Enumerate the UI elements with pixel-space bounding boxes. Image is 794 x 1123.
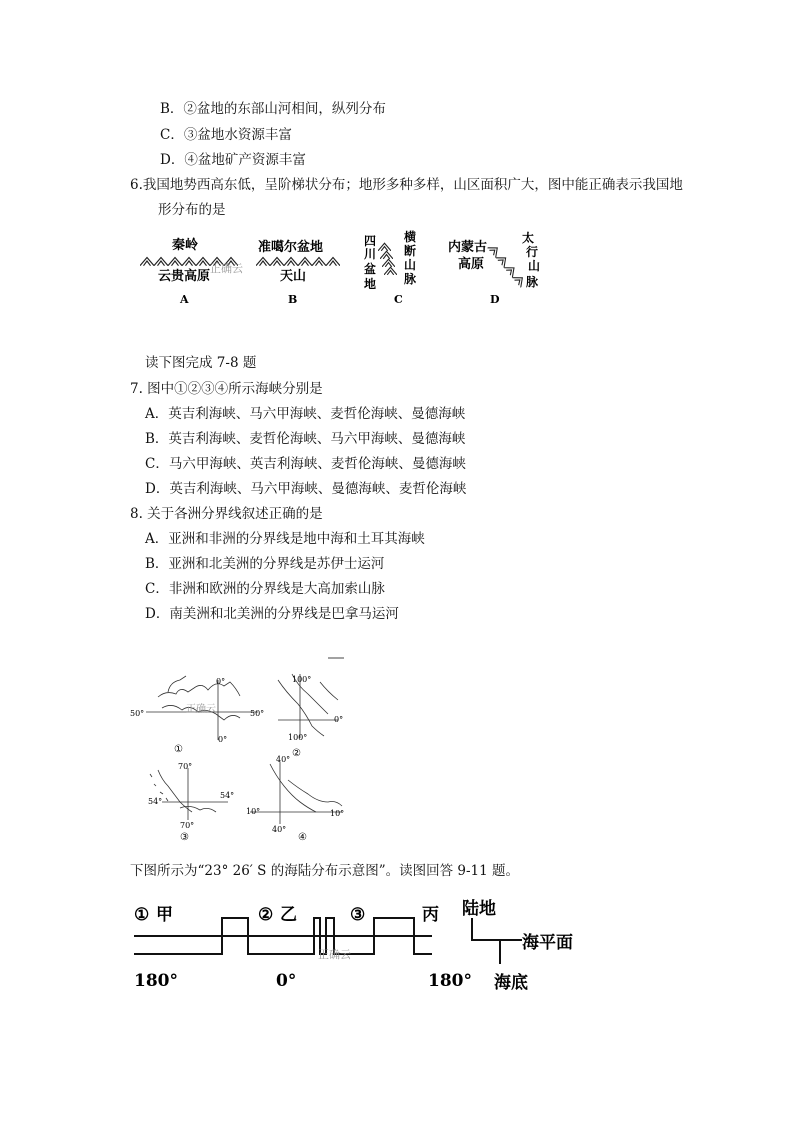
q7-option-a: A．英吉利海峡、马六甲海峡、麦哲伦海峡、曼德海峡 — [145, 406, 466, 422]
q7-option-d: D．英吉利海峡、马六甲海峡、曼德海峡、麦哲伦海峡 — [145, 481, 467, 497]
m2-lat-right: 0° — [334, 715, 344, 724]
option-d-letter: D — [490, 293, 500, 306]
watermark-2: 正确云 — [186, 704, 216, 715]
label-taihang-2: 行 — [526, 245, 539, 259]
m1-lat-right: 50° — [250, 709, 265, 718]
watermark-1: 正确云 — [210, 262, 243, 275]
profile-label-yi: 乙 — [280, 905, 297, 925]
q8-option-d: D．南美洲和北美洲的分界线是巴拿马运河 — [145, 606, 399, 622]
label-hengduan-1: 横 — [404, 230, 417, 244]
label-yungui: 云贵高原 — [158, 269, 211, 284]
profile-label-3: ③ — [350, 905, 366, 925]
q8-stem: 8. 关于各洲分界线叙述正确的是 — [130, 506, 323, 522]
option-c-letter: C — [394, 293, 403, 306]
label-tianshan: 天山 — [280, 269, 307, 284]
intro-7-8: 读下图完成 7-8 题 — [145, 355, 257, 371]
label-taihang-1: 太 — [522, 231, 535, 245]
m1-lon-top: 0° — [216, 677, 226, 686]
legend-seabed: 海底 — [494, 973, 528, 993]
tick-180-right: 180° — [428, 971, 472, 991]
m2-lon-top: 100° — [292, 675, 312, 684]
m4-lon-top: 40° — [276, 755, 291, 764]
straits-maps-figure — [128, 652, 358, 848]
legend-sea-level: 海平面 — [522, 933, 573, 953]
m4-label: ④ — [298, 832, 307, 843]
q6-stem-line1: 6.我国地势西高东低，呈阶梯状分布；地形多种多样，山区面积广大，图中能正确表示我国地 — [130, 177, 683, 193]
tick-0: 0° — [276, 971, 297, 991]
mountain-symbols-d — [487, 243, 526, 288]
q8-option-a: A．亚洲和非洲的分界线是地中海和土耳其海峡 — [145, 531, 425, 547]
profile-label-bing: 丙 — [422, 905, 439, 925]
label-sichuan-3: 盆 — [364, 262, 377, 276]
mountain-symbols-c — [378, 243, 397, 275]
strait-map-4 — [250, 762, 345, 824]
m1-lon-bottom: 0° — [218, 735, 228, 744]
m3-label: ③ — [180, 832, 189, 843]
mountain-symbols-b — [256, 258, 340, 266]
option-a-letter: A — [180, 293, 189, 306]
m1-label: ① — [174, 744, 183, 755]
m3-lon-bottom: 70° — [180, 821, 195, 830]
m3-lon-top: 70° — [178, 762, 193, 771]
intro-9-11: 下图所示为“23° 26′ S 的海陆分布示意图”。读图回答 9-11 题。 — [130, 863, 520, 879]
label-sichuan-1: 四 — [364, 234, 377, 248]
label-qinling: 秦岭 — [172, 238, 199, 253]
m3-lat-left: 54° — [148, 797, 163, 806]
q7-option-b: B．英吉利海峡、麦哲伦海峡、马六甲海峡、曼德海峡 — [145, 431, 466, 447]
legend-land: 陆地 — [462, 899, 496, 919]
m3-lat-right: 54° — [220, 791, 235, 800]
tick-180-left: 180° — [134, 971, 178, 991]
q7-option-c: C．马六甲海峡、英吉利海峡、麦哲伦海峡、曼德海峡 — [145, 456, 466, 472]
q8-option-b: B．亚洲和北美洲的分界线是苏伊士运河 — [145, 556, 385, 572]
profile-label-1: ① — [134, 905, 150, 925]
m1-lat-left: 50° — [130, 709, 145, 718]
q5-option-b: B．②盆地的东部山河相间，纵列分布 — [160, 101, 386, 117]
q5-option-c: C．③盆地水资源丰富 — [160, 127, 292, 143]
m4-lat-right: 10° — [330, 809, 345, 818]
terrain-options-figure — [140, 228, 540, 310]
label-neimenggu: 内蒙古 — [448, 240, 488, 255]
label-sichuan-2: 川 — [364, 247, 377, 261]
m2-label: ② — [292, 748, 301, 759]
m4-lat-left: 10° — [246, 807, 261, 816]
q8-option-c: C．非洲和欧洲的分界线是大高加索山脉 — [145, 581, 385, 597]
label-gaoyuan: 高原 — [458, 257, 485, 272]
m2-lon-bottom: 100° — [288, 733, 308, 742]
label-taihang-4: 脉 — [526, 275, 539, 289]
strait-map-3 — [150, 768, 228, 820]
label-sichuan-4: 地 — [364, 277, 377, 291]
terrain-option-c — [364, 229, 417, 306]
q7-stem: 7. 图中①②③④所示海峡分别是 — [130, 381, 323, 397]
watermark-3: 正确云 — [318, 948, 351, 961]
q5-option-d: D．④盆地矿产资源丰富 — [160, 152, 306, 168]
profile-label-2: ② — [258, 905, 274, 925]
q6-stem-line2: 形分布的是 — [158, 202, 226, 218]
label-hengduan-4: 脉 — [404, 272, 417, 286]
label-taihang-3: 山 — [528, 259, 540, 273]
m4-lon-bottom: 40° — [272, 825, 287, 834]
label-hengduan-3: 山 — [404, 258, 417, 272]
land-sea-profile-diagram — [134, 890, 594, 1002]
label-junggar: 准噶尔盆地 — [258, 240, 324, 255]
option-b-letter: B — [288, 293, 298, 306]
profile-label-jia: 甲 — [156, 905, 173, 925]
label-hengduan-2: 断 — [404, 244, 417, 258]
terrain-option-b — [256, 239, 340, 306]
terrain-option-d — [448, 230, 540, 306]
